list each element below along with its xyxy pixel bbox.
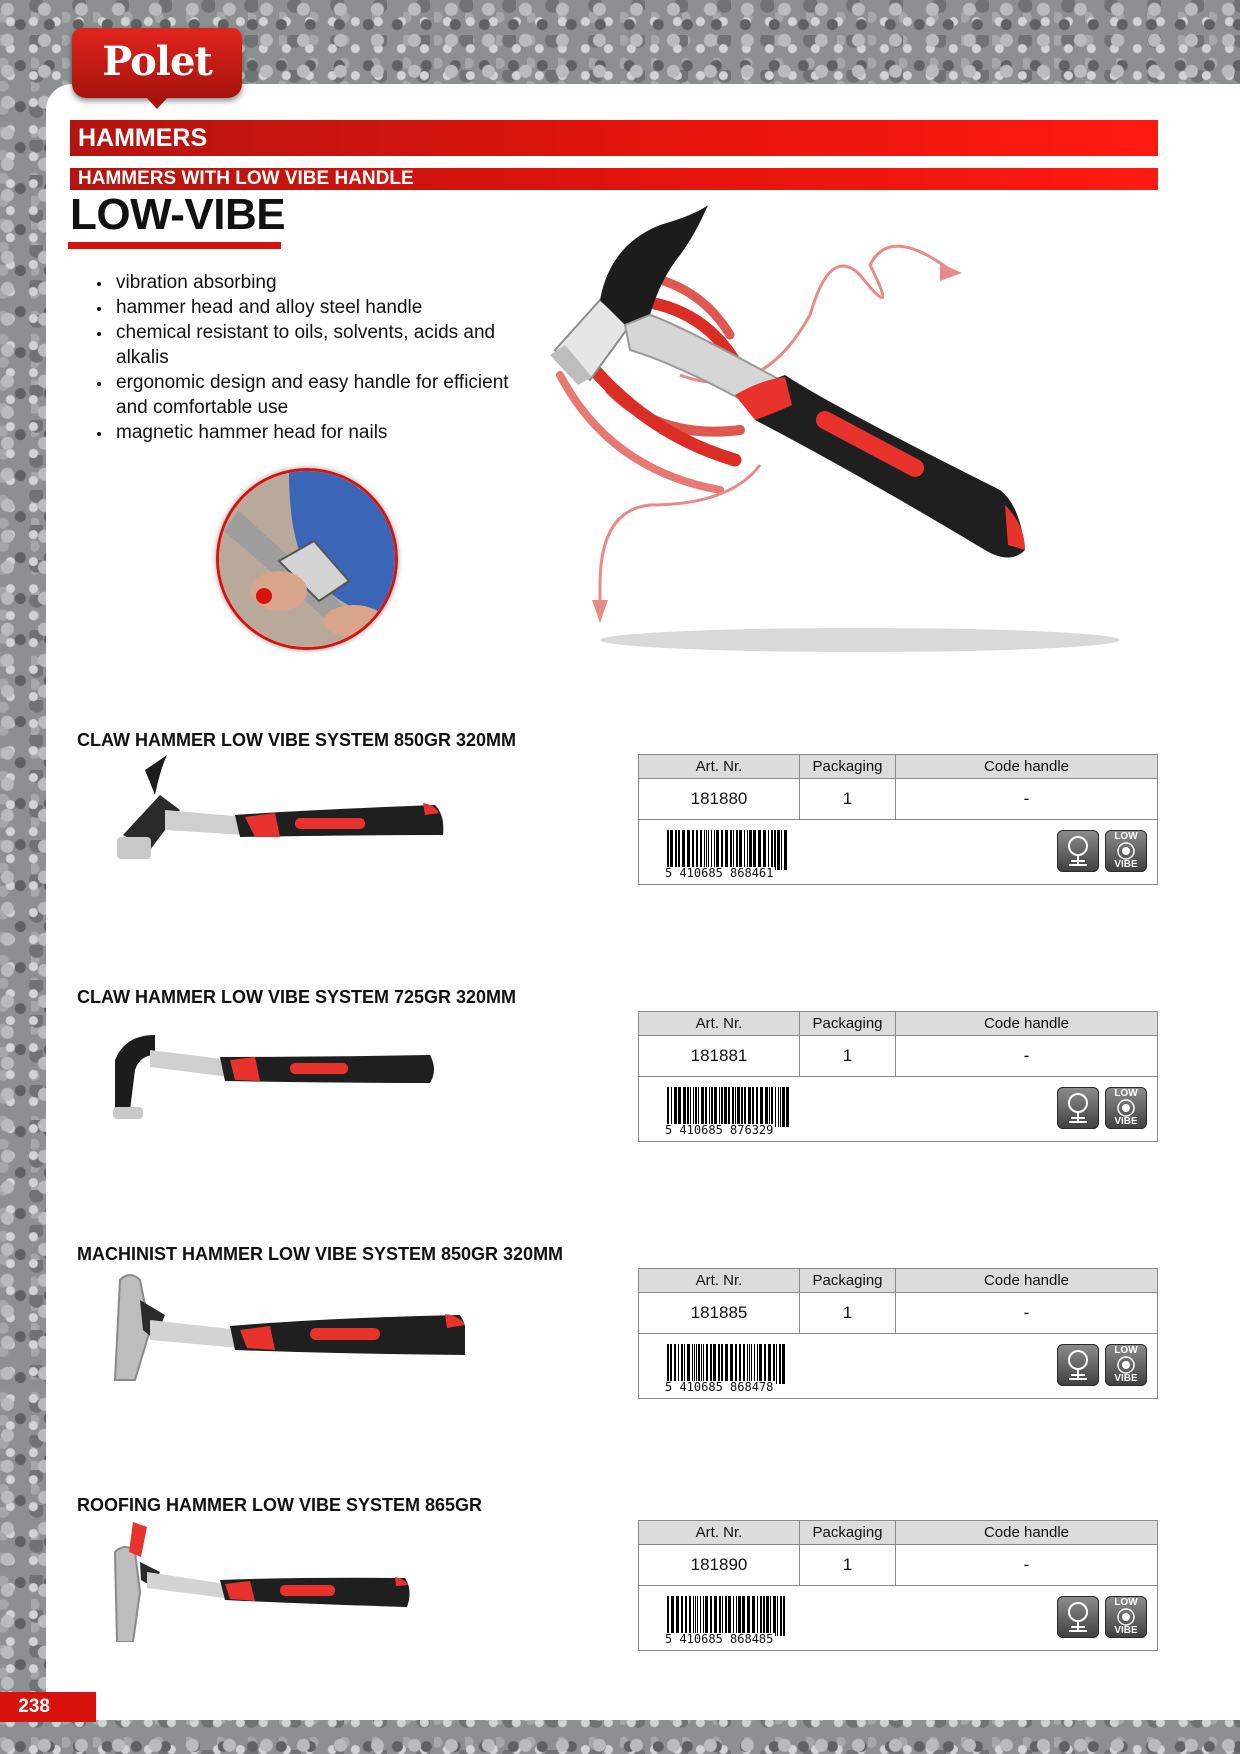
- col-header-art-nr: Art. Nr.: [639, 755, 800, 779]
- product-image: [105, 755, 465, 875]
- low-vibe-icon-vibe-label: VIBE: [1114, 1373, 1138, 1384]
- brand-logo-text: Polet: [102, 38, 212, 85]
- col-header-packaging: Packaging: [800, 1012, 896, 1036]
- magnet-feature-icon: [1057, 1087, 1099, 1129]
- spec-table: [638, 754, 1158, 885]
- art-nr-value: 181885: [639, 1293, 800, 1334]
- hero-hammer-image: [530, 205, 1170, 665]
- brand-logo: [72, 28, 242, 98]
- product-title: CLAW HAMMER LOW VIBE SYSTEM 725GR 320MM: [77, 987, 517, 1007]
- magnet-feature-icon: [1057, 1596, 1099, 1638]
- col-header-packaging: Packaging: [800, 755, 896, 779]
- col-header-code-handle: Code handle: [896, 1521, 1158, 1545]
- spec-table: [638, 1011, 1158, 1142]
- low-vibe-icon-low-label: LOW: [1114, 831, 1138, 842]
- codes-cell: [639, 1334, 1158, 1399]
- col-header-packaging: Packaging: [800, 1269, 896, 1293]
- barcode-digits: 5 410685 868461: [665, 866, 774, 880]
- col-header-art-nr: Art. Nr.: [639, 1521, 800, 1545]
- subcategory-banner: HAMMERS WITH LOW VIBE HANDLE: [70, 168, 1158, 190]
- low-vibe-icon-vibe-label: VIBE: [1114, 859, 1138, 870]
- feature-item: • hammer head and alloy steel handle: [112, 295, 542, 320]
- art-nr-value: 181881: [639, 1036, 800, 1077]
- col-header-code-handle: Code handle: [896, 1269, 1158, 1293]
- feature-icons: [1057, 1596, 1147, 1638]
- code-handle-value: -: [896, 1036, 1158, 1077]
- category-banner: HAMMERS: [70, 120, 1158, 156]
- codes-cell: [639, 1586, 1158, 1651]
- code-handle-value: -: [896, 1545, 1158, 1586]
- barcode-digits: 5 410685 868478: [665, 1380, 774, 1394]
- product-title: ROOFING HAMMER LOW VIBE SYSTEM 865GR: [77, 1495, 483, 1515]
- low-vibe-icon-vibe-label: VIBE: [1114, 1625, 1138, 1636]
- barcode: [663, 830, 791, 878]
- low-vibe-icon: [1105, 1087, 1147, 1129]
- magnet-feature-icon: [1057, 830, 1099, 872]
- col-header-code-handle: Code handle: [896, 755, 1158, 779]
- low-vibe-icon-low-label: LOW: [1114, 1345, 1138, 1356]
- product-title: CLAW HAMMER LOW VIBE SYSTEM 850GR 320MM: [77, 730, 517, 750]
- barcode: [663, 1087, 791, 1135]
- barcode: [663, 1344, 791, 1392]
- magnetic-head-inset-photo: [216, 468, 398, 650]
- feature-list: [88, 270, 542, 445]
- product-image: [105, 1522, 465, 1642]
- code-handle-value: -: [896, 1293, 1158, 1334]
- low-vibe-icon-vibe-label: VIBE: [1114, 1116, 1138, 1127]
- title-underline: [68, 242, 281, 249]
- feature-icons: [1057, 1344, 1147, 1386]
- art-nr-value: 181890: [639, 1545, 800, 1586]
- feature-item: • vibration absorbing: [112, 270, 542, 295]
- spec-table: [638, 1520, 1158, 1651]
- product-title: MACHINIST HAMMER LOW VIBE SYSTEM 850GR 320MM: [77, 1244, 564, 1264]
- feature-icons: [1057, 830, 1147, 872]
- feature-item: • ergonomic design and easy handle for efficient and comfortable use: [112, 370, 542, 420]
- barcode-digits: 5 410685 868485: [665, 1632, 774, 1646]
- col-header-packaging: Packaging: [800, 1521, 896, 1545]
- magnet-feature-icon: [1057, 1344, 1099, 1386]
- col-header-code-handle: Code handle: [896, 1012, 1158, 1036]
- codes-cell: [639, 820, 1158, 885]
- low-vibe-icon: [1105, 830, 1147, 872]
- barcode-digits: 5 410685 876329: [665, 1123, 774, 1137]
- feature-item: • chemical resistant to oils, solvents, acids and alkalis: [112, 320, 542, 370]
- col-header-art-nr: Art. Nr.: [639, 1012, 800, 1036]
- low-vibe-icon-low-label: LOW: [1114, 1088, 1138, 1099]
- feature-item: • magnetic hammer head for nails: [112, 420, 542, 445]
- page-title: LOW-VIBE: [70, 190, 286, 239]
- product-image: [105, 1270, 465, 1390]
- codes-cell: [639, 1077, 1158, 1142]
- packaging-value: 1: [800, 779, 896, 820]
- col-header-art-nr: Art. Nr.: [639, 1269, 800, 1293]
- page-number: 238: [0, 1692, 96, 1722]
- product-image: [105, 1015, 465, 1135]
- code-handle-value: -: [896, 779, 1158, 820]
- packaging-value: 1: [800, 1545, 896, 1586]
- barcode: [663, 1596, 791, 1644]
- packaging-value: 1: [800, 1036, 896, 1077]
- feature-icons: [1057, 1087, 1147, 1129]
- low-vibe-icon: [1105, 1344, 1147, 1386]
- packaging-value: 1: [800, 1293, 896, 1334]
- low-vibe-icon: [1105, 1596, 1147, 1638]
- low-vibe-icon-low-label: LOW: [1114, 1597, 1138, 1608]
- art-nr-value: 181880: [639, 779, 800, 820]
- spec-table: [638, 1268, 1158, 1399]
